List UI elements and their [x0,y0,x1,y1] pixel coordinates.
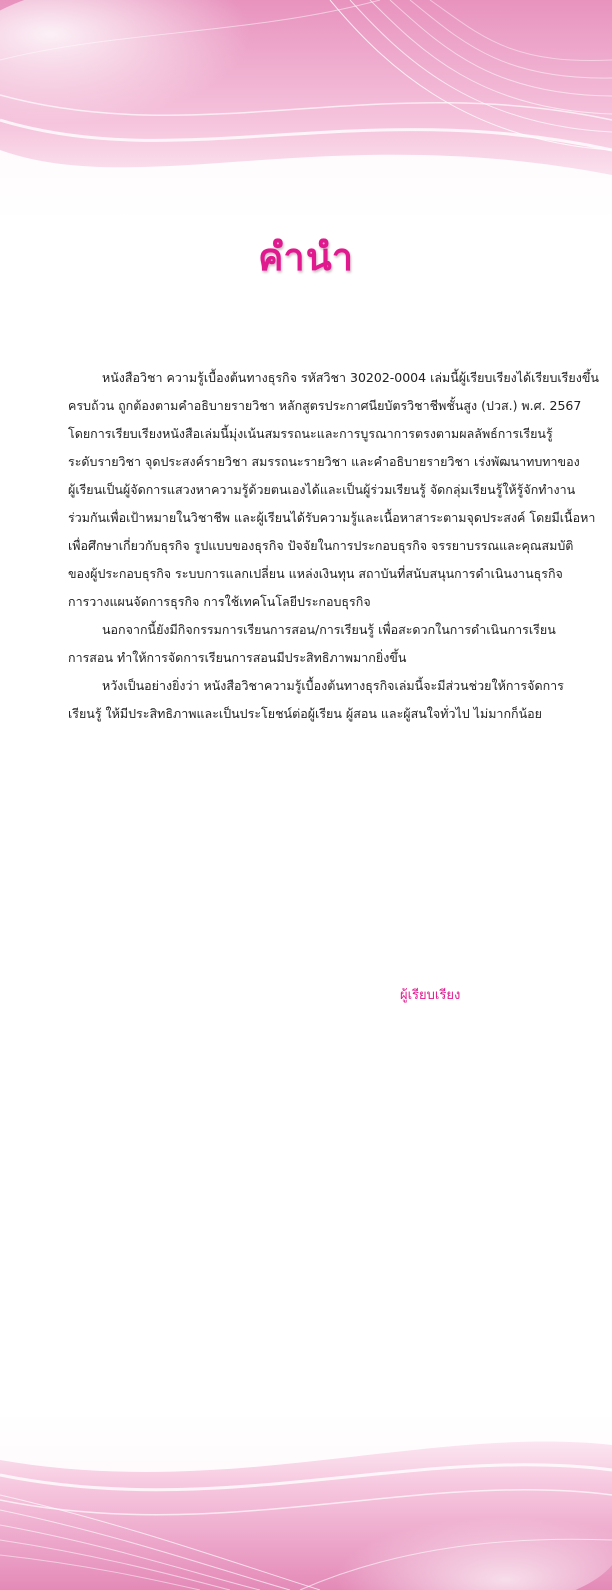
text-line: เพื่อศึกษาเกี่ยวกับธุรกิจ รูปแบบของธุรกิจ ปัจจัยในการประกอบธุรกิจ จรรยาบรรณและคุณสมบัติ [68,538,574,553]
author-signature: ผู้เรียบเรียง [400,988,461,1003]
text-line: หวังเป็นอย่างยิ่งว่า หนังสือวิชาความรู้เบื้องต้นทางธุรกิจเล่มนี้จะมีส่วนช่วยให้การจัดการ [102,678,564,693]
text-line: ของผู้ประกอบธุรกิจ ระบบการแลกเปลี่ยน แหล่งเงินทุน สถาบันที่สนับสนุนการดำเนินงานธุรกิจ [68,566,563,581]
text-line: การวางแผนจัดการธุรกิจ การใช้เทคโนโลยีประกอบธุรกิจ [68,594,371,609]
paragraph [68,616,556,672]
text-line: หนังสือวิชา ความรู้เบื้องต้นทางธุรกิจ รหัสวิชา 30202-0004 เล่มนี้ผู้เรียบเรียงได้เรียบเรียงขึ้น [102,370,599,385]
text-line: เรียนรู้ ให้มีประสิทธิภาพและเป็นประโยชน์ต่อผู้เรียน ผู้สอน และผู้สนใจทั่วไป ไม่มากก็น้อย [68,706,542,721]
page-title: คำนำ [257,235,355,279]
text-line: ระดับรายวิชา จุดประสงค์รายวิชา สมรรถนะรายวิชา และคำอธิบายรายวิชา เร่งพัฒนาทบทาของ [68,454,580,469]
text-line: นอกจากนี้ยังมีกิจกรรมการเรียนการสอน/การเรียนรู้ เพื่อสะดวกในการดำเนินการเรียน [102,622,556,637]
text-line: ผู้เรียนเป็นผู้จัดการแสวงหาความรู้ด้วยตนเองได้และเป็นผู้ร่วมเรียนรู้ จัดกลุ่มเรียนรู้ให้รู้จักทำงาน [68,482,576,497]
paragraph [68,672,564,728]
text-line: โดยการเรียบเรียงหนังสือเล่มนี้มุ่งเน้นสมรรถนะและการบูรณาการตรงตามผลลัพธ์การเรียนรู้ [68,426,553,441]
paragraph [68,364,599,616]
preface-body [68,364,599,728]
text-line: ร่วมกันเพื่อเป้าหมายในวิชาชีพ และผู้เรียนได้รับความรู้และเนื้อหาสาระตามจุดประสงค์ โดยมีเนื้อหา [68,510,596,525]
text-line: ครบถ้วน ถูกต้องตามคำอธิบายรายวิชา หลักสูตรประกาศนียบัตรวิชาชีพชั้นสูง (ปวส.) พ.ศ. 2567 [68,398,582,413]
bottom-decorative-banner [0,1405,612,1590]
top-decorative-banner [0,0,612,230]
text-line: การสอน ทำให้การจัดการเรียนการสอนมีประสิทธิภาพมากยิ่งขึ้น [68,650,407,665]
